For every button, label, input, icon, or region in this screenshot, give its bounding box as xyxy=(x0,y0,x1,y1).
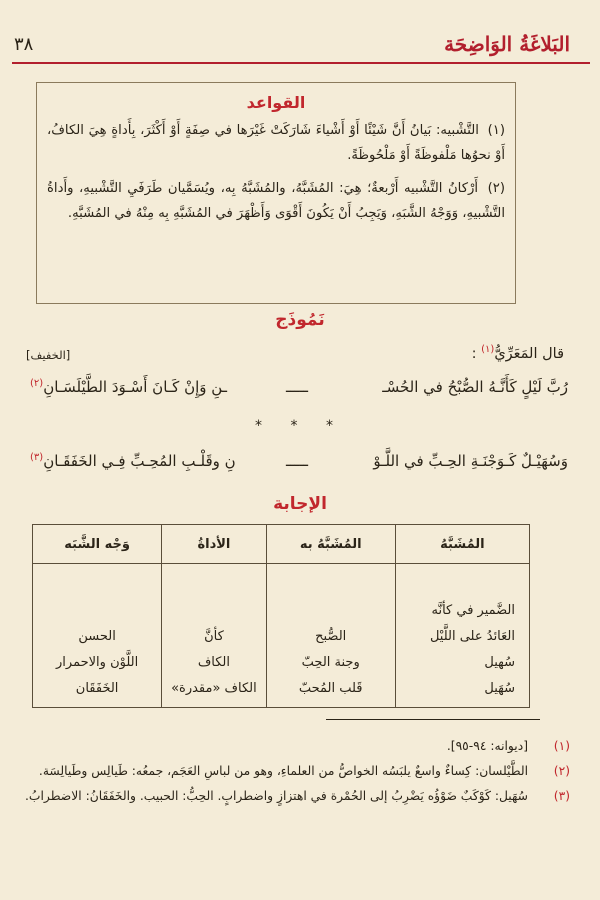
column-wajh-alshabah xyxy=(33,564,162,708)
verse-second-hemistich xyxy=(30,378,227,396)
running-title: البَلاغَةُ الوَاضِحَة xyxy=(444,32,570,56)
footnote xyxy=(18,735,570,758)
answer-title: الإجابة xyxy=(273,494,327,514)
hemistich-text: ـنِ وَإِنْ كَـانَ أَسْـوَدَ الطَّيْلَسَـانِ xyxy=(43,378,228,396)
verse-dash: ـــــ xyxy=(286,378,308,396)
meter-label: [الخفيف] xyxy=(26,348,71,362)
column-adat xyxy=(162,564,266,708)
table-cell: الكاف «مقدرة» xyxy=(171,681,257,696)
rule-item xyxy=(47,118,505,168)
poet-name: قال المَعَرِّيُّ xyxy=(494,345,564,362)
verse-first-hemistich: وَسُهَيْـلٌ كَـوَجْنَـةِ الحِـبِّ في اللَّـوْ xyxy=(373,452,568,470)
table-header-row xyxy=(33,525,530,564)
footnote-number: (٢) xyxy=(553,764,570,778)
rule-number: (١) xyxy=(487,123,505,138)
footnote-ref[interactable]: (١) xyxy=(481,344,495,355)
rules-title: القواعد xyxy=(246,93,306,112)
table-cell: الصُّبح xyxy=(315,629,347,644)
footnote-number: (١) xyxy=(553,739,570,753)
table-cell: الكاف xyxy=(197,655,231,670)
header-cell: المُشَبَّهُ xyxy=(395,525,529,564)
header-cell: الأداةُ xyxy=(162,525,266,564)
poet-colon: : xyxy=(471,345,477,362)
rule-text: أَرْكانُ التَّشْبيه أَرْبعةٌ؛ هِيَ: المُشَبَّهُ، والمُشَبَّهُ بِه، ويُسَمَّيان طَرَفَيِ التَّشْبيهِ، وأَداةُ التَّشْبيهِ، وَوَجْهُ الشَّبَهِ، وَيَجِبُ أَنْ يَكُونَ أَقْوَى وَأَظْهَرَ في المُشَبَّهِ بِه مِنْهُ في المُشَبَّهِ. xyxy=(47,181,505,221)
table-row xyxy=(33,564,530,708)
stars-separator: * * * xyxy=(255,418,345,434)
table-cell: سُهَيل xyxy=(484,681,515,696)
footnote-ref[interactable]: (٣) xyxy=(30,452,44,463)
table-cell: الحسن xyxy=(78,629,116,644)
verse-dash: ـــــ xyxy=(286,452,308,470)
rule-number: (٢) xyxy=(487,181,505,196)
table-cell: اللَّوْن والاحمرار xyxy=(56,655,139,670)
verse-first-hemistich: رُبَّ لَيْلٍ كَأَنَّـهُ الصُّبْحُ في الحُسْـ xyxy=(382,378,568,396)
table-cell: وجنة الحِبّ xyxy=(301,655,360,670)
footnote-text: الطَّيْلسان: كِساءٌ واسعٌ يلبَسُه الخواصُّ من العلماءِ، وهو من لباسِ العَجَم، جمعُه: طَيالِس وطَيالِسَة. xyxy=(38,764,528,778)
verse-line xyxy=(30,452,568,478)
footnote-rule xyxy=(326,719,540,720)
footnote xyxy=(18,760,570,783)
page-number: ٣٨ xyxy=(14,34,34,55)
answer-table xyxy=(32,524,530,708)
rules-box xyxy=(36,82,516,304)
table-cell: كأنَّ xyxy=(204,629,224,644)
table-cell: العَائدُ على اللَّيْل xyxy=(429,629,515,644)
header-cell: وَجْه الشَّبَه xyxy=(33,525,162,564)
column-mushabbah xyxy=(395,564,529,708)
rule-item xyxy=(47,176,505,226)
table-cell: قَلب المُحبّ xyxy=(298,681,363,696)
footnote xyxy=(18,785,570,808)
page-header xyxy=(14,32,570,62)
footnotes xyxy=(18,735,570,810)
table-cell: سُهيل xyxy=(484,655,515,670)
header-rule xyxy=(12,62,590,64)
footnote-ref[interactable]: (٢) xyxy=(30,378,44,389)
verse-line xyxy=(30,378,568,404)
verse-second-hemistich xyxy=(30,452,236,470)
model-title: نَمُوذَج xyxy=(275,310,325,330)
footnote-text: [ديوانه: ٩٤-٩٥]. xyxy=(446,739,528,753)
hemistich-text: نِ وقَلْـبِ المُحِـبِّ فِـي الخَفَقَـانِ xyxy=(43,452,236,470)
header-cell: المُشَبَّهُ به xyxy=(266,525,395,564)
footnote-text: سُهَيل: كَوْكَبٌ ضَوْؤُه يَضْرِبُ إلى الحُمْرة في اهتزازٍ واضطرابٍ. الحِبُّ: الحبيب. والخَفَقَانُ: الاضطرابُ. xyxy=(25,789,528,803)
footnote-number: (٣) xyxy=(553,789,570,803)
table-cell: الضَّمير في كأنَّه xyxy=(431,603,515,618)
rule-text: التَّشْبيه: بَيانُ أَنَّ شَيْئًا أَوْ أَشْياءَ شَارَكَتْ غَيْرَها في صِفَةٍ أَوْ أَكْثَرَ، بِأَداةٍ هِيَ الكافُ، أَوْ نحوُها مَلْفوظَةً أَوْ مَلْحُوظَةً. xyxy=(47,123,505,163)
column-mushabbah-bih xyxy=(266,564,395,708)
poet-attribution xyxy=(472,344,564,362)
table-cell: الخَفَقَان xyxy=(75,681,119,696)
